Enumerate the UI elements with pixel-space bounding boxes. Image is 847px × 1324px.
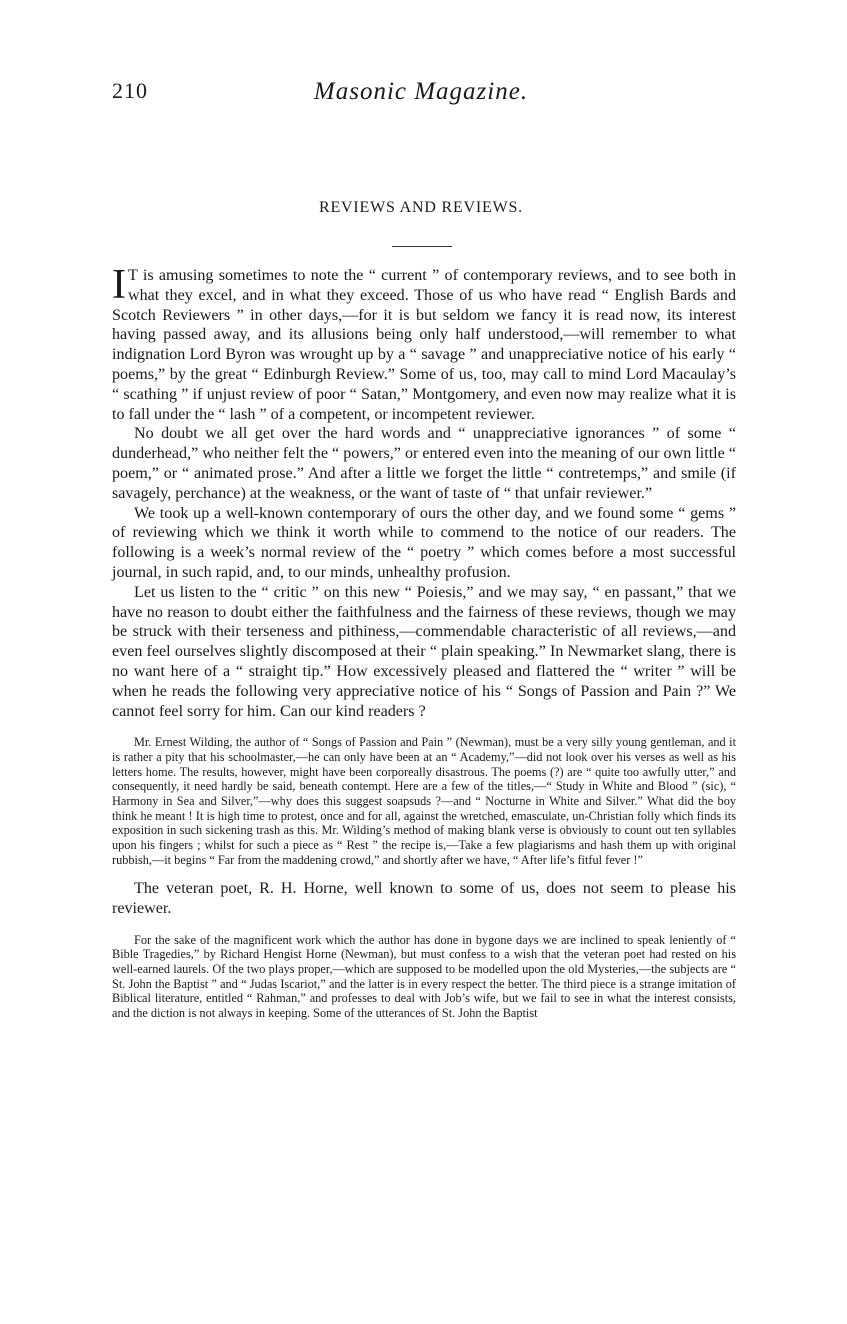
paragraph-1 xyxy=(112,262,736,424)
title-divider xyxy=(392,246,452,247)
page-number: 210 xyxy=(112,78,148,103)
review-quote-2-text: For the sake of the magnificent work which the author has done in bygone days we are inclined to speak leniently of “ Bible Tragedies,” by Richard Hengist Horne (Newman), but must confess to a wish that the veteran poet had rested on his well-earned laurels. Of the two plays proper,—which are supposed to be modelled upon the old Mysteries,—the subjects are “ St. John the Baptist ” and “ Judas Iscariot,” and the latter is in every respect the better. The third piece is a strange imitation of Biblical literature, entitled “ Rahman,” and professes to deal with Job’s wife, but we fail to see in what the interest consists, and the diction is not always in keeping. Some of the utterances of St. John the Baptist xyxy=(112,932,736,1021)
journal-title: Masonic Magazine. xyxy=(313,78,529,105)
review-quote-1-text: Mr. Ernest Wilding, the author of “ Songs of Passion and Pain ” (Newman), must be a very silly young gentleman, and it is rather a pity that his schoolmaster,—he can only have been at an “ Academy,”—did not look over his verses as well as his letters home. The results, however, might have been corporeally disastrous. The poems (?) are “ quite too awfully utter,” and consequently, it need hardly be said, beneath contempt. Here are a few of the titles,—“ Study in White and Blood ” (sic), “ Harmony in Sea and Silver,”—why does this suggest soapsuds ?—and “ Nocturne in White and Silver.” What did the boy think he meant ! It is high time to protest, once and for all, against the wretched, emasculate, un-Christian folly which finds its exposition in such sickening trash as this. Mr. Wilding’s method of making blank verse is obviously to count out ten syllables upon his fingers ; whilst for such a piece as “ Rest ” the recipe is,—Take a few plagiarisms and hash them up with original rubbish,—it begins “ Far from the maddening crowd,” and shortly after we have, “ After life’s fitful fever !” xyxy=(112,735,736,867)
running-head xyxy=(112,78,730,114)
paragraph-5: The veteran poet, R. H. Horne, well known to some of us, does not seem to please his reviewer. xyxy=(112,880,736,918)
paragraph-2: No doubt we all get over the hard words and “ unappreciative ignorances ” of some “ dunderhead,” who neither felt the “ powers,” or entered even into the meaning of our own little “ poem,” or “ animated prose.” And after a little we forget the little “ contretemps,” and smile (if savagely, perchance) at the weakness, or the want of taste of “ that unfair reviewer.” xyxy=(112,425,736,502)
review-quote-2 xyxy=(112,933,736,1021)
paragraph-4: Let us listen to the “ critic ” on this new “ Poiesis,” and we may say, “ en passant,” that we have no reason to doubt either the faithfulness and the fairness of these reviews, though we may be struck with their terseness and pithiness,—commendable characteristic of all reviews,—and even feel ourselves slightly discomposed at their “ plain speaking.” In Newmarket slang, there is no want here of a “ straight tip.” How excessively pleased and flattered the “ writer ” will be when he reads the following very appreciative notice of his “ Songs of Passion and Pain ?” We cannot feel sorry for him. Can our kind readers ? xyxy=(112,583,736,720)
drop-cap: I xyxy=(112,262,126,308)
article-title: REVIEWS AND REVIEWS. xyxy=(319,199,523,216)
paragraph-1-text: T is amusing sometimes to note the “ current ” of contemporary reviews, and to see both in what they excel, and in what they exceed. Those of us who have read “ English Bards and Scotch Reviewers ” in other days,—for it is but seldom we fancy it is read now, its interest having passed away, and its allusions being only half understood,—will remember to what indignation Lord Byron was wrought up by a “ savage ” and unappreciative notice of his early “ poems,” by the great “ Edinburgh Review.” Some of us, too, may call to mind Lord Macaulay’s “ scathing ” if unjust review of poor “ Satan,” Montgomery, and even now may realize what it is to fall under the “ lash ” of a competent, or incompetent reviewer. xyxy=(112,267,736,423)
paragraph-3: We took up a well-known contemporary of ours the other day, and we found some “ gems ” of reviewing which we think it worth while to commend to the notice of our readers. The following is a week’s normal review of the “ poetry ” which comes before a most successful journal, in such rapid, and, to our minds, unhealthy profusion. xyxy=(112,504,736,581)
article-body xyxy=(112,262,736,1031)
review-quote-1 xyxy=(112,735,736,867)
